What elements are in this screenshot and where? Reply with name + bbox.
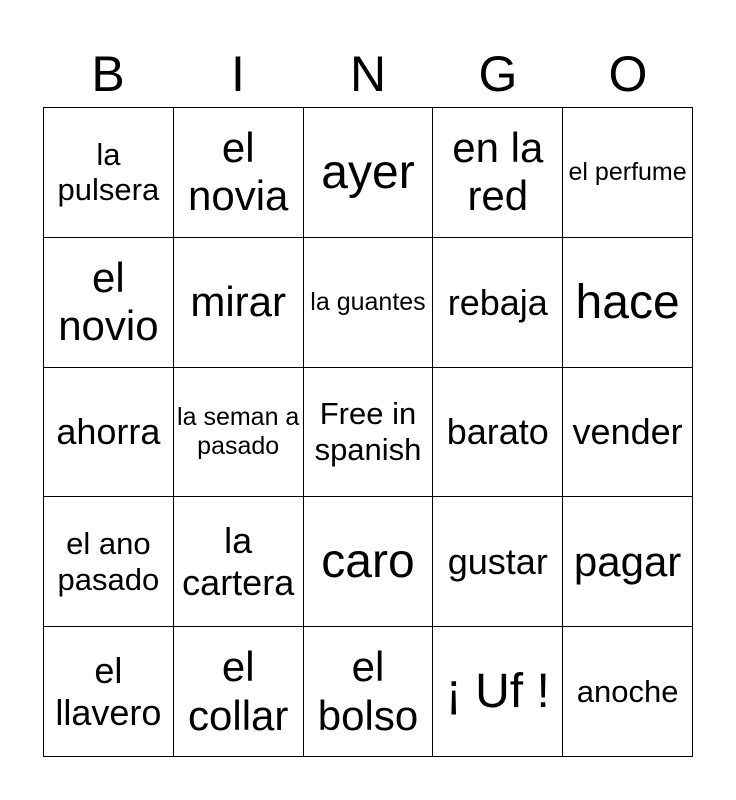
- bingo-cell-label: mirar: [190, 278, 287, 326]
- bingo-cell[interactable]: [304, 497, 434, 627]
- bingo-cell[interactable]: [433, 108, 563, 238]
- bingo-cell[interactable]: [174, 368, 304, 498]
- bingo-cell[interactable]: [174, 238, 304, 368]
- bingo-cell-label: ayer: [321, 145, 415, 199]
- bingo-cell[interactable]: [174, 108, 304, 238]
- bingo-cell[interactable]: [304, 238, 434, 368]
- bingo-cell-label: el llavero: [55, 650, 162, 733]
- bingo-cell-label: pagar: [573, 537, 682, 585]
- bingo-cell[interactable]: [433, 497, 563, 627]
- bingo-cell-label: vender: [572, 411, 683, 453]
- bingo-cell[interactable]: [44, 627, 174, 757]
- bingo-cell-label: Free in spanish: [314, 396, 422, 467]
- bingo-cell[interactable]: [563, 108, 693, 238]
- bingo-cell-label: rebaja: [447, 281, 548, 323]
- header-letter-g: G: [478, 46, 518, 102]
- bingo-cell[interactable]: [44, 368, 174, 498]
- header-letter-b: B: [91, 46, 125, 102]
- bingo-cell-label: el ano pasado: [57, 526, 160, 597]
- bingo-cell-label: el perfume: [568, 158, 687, 187]
- bingo-cell-label: la seman a pasado: [177, 403, 300, 460]
- bingo-header: [43, 42, 693, 106]
- bingo-cell-label: ¡ Uf !: [445, 665, 550, 718]
- bingo-cell-label: gustar: [447, 541, 548, 583]
- header-letter-o: O: [608, 46, 648, 102]
- bingo-cell-label: la guantes: [310, 287, 426, 316]
- bingo-cell[interactable]: [563, 497, 693, 627]
- bingo-cell[interactable]: [563, 238, 693, 368]
- bingo-cell-label: anoche: [576, 673, 679, 709]
- bingo-cell[interactable]: [304, 368, 434, 498]
- bingo-cell[interactable]: [44, 497, 174, 627]
- bingo-cell-label: en la red: [452, 124, 544, 220]
- bingo-cell[interactable]: [433, 368, 563, 498]
- bingo-cell-label: hace: [575, 275, 680, 329]
- bingo-cell-label: la pulsera: [57, 136, 160, 208]
- bingo-cell[interactable]: [44, 108, 174, 238]
- bingo-cell[interactable]: [304, 108, 434, 238]
- header-letter-n: N: [349, 46, 387, 102]
- bingo-cell[interactable]: [433, 627, 563, 757]
- bingo-cell[interactable]: [563, 627, 693, 757]
- bingo-cell-label: el bolso: [317, 643, 419, 739]
- bingo-cell[interactable]: [44, 238, 174, 368]
- bingo-cell[interactable]: [174, 627, 304, 757]
- bingo-cell-label: el collar: [188, 643, 289, 739]
- bingo-cell[interactable]: [304, 627, 434, 757]
- bingo-cell[interactable]: [433, 238, 563, 368]
- bingo-card-grid: [43, 107, 693, 757]
- bingo-cell-label: ahorra: [56, 411, 161, 453]
- bingo-cell-label: la cartera: [182, 520, 295, 603]
- bingo-cell-label: caro: [321, 535, 415, 589]
- bingo-cell-label: barato: [446, 411, 549, 453]
- header-letter-i: I: [231, 46, 245, 102]
- bingo-cell[interactable]: [174, 497, 304, 627]
- bingo-cell[interactable]: [563, 368, 693, 498]
- bingo-cell-label: el novio: [58, 253, 159, 350]
- bingo-cell-label: el novia: [187, 124, 289, 220]
